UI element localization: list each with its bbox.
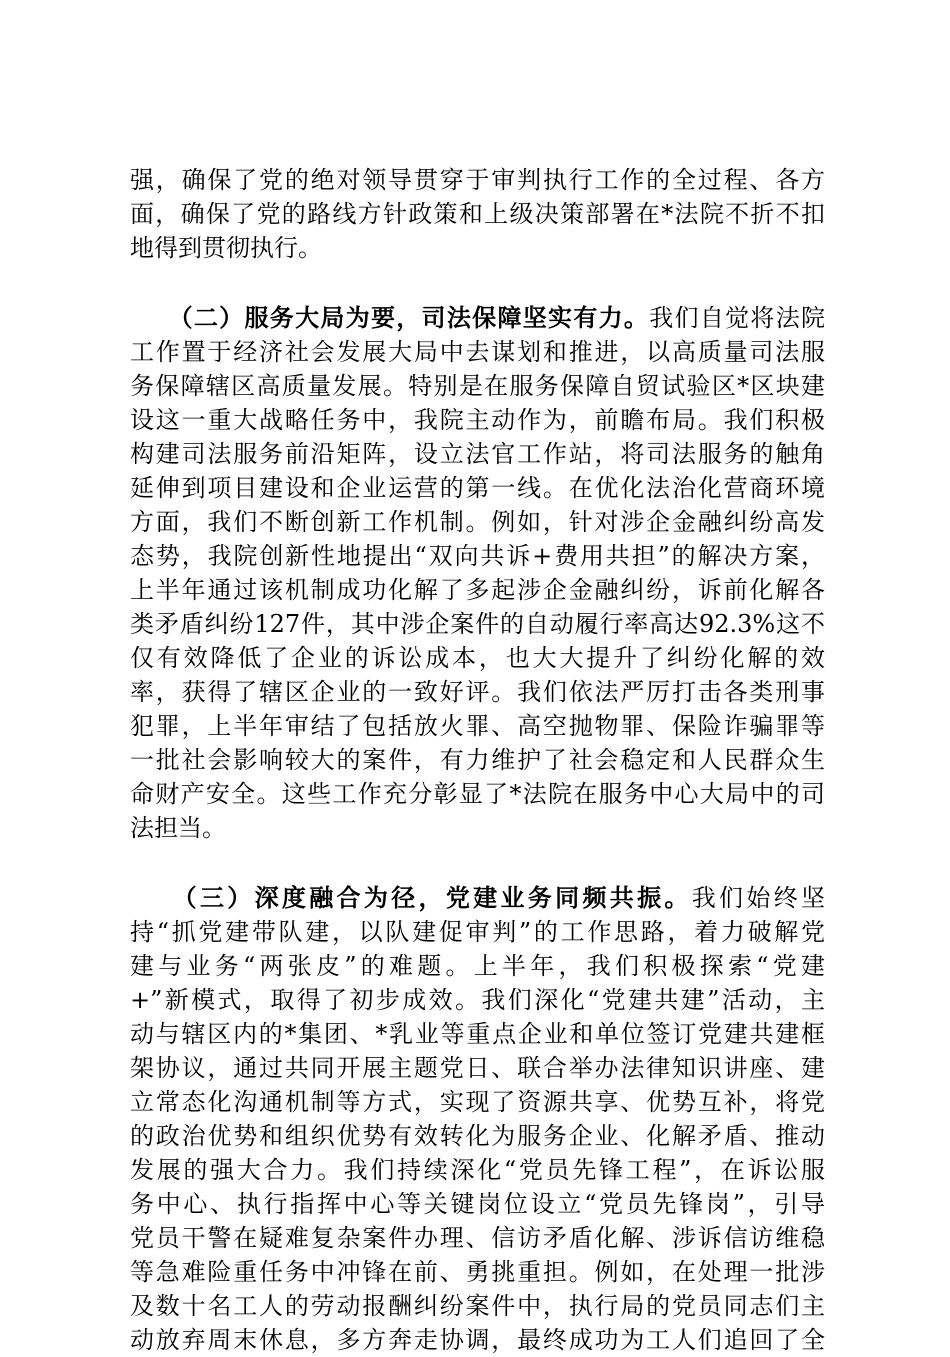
text-line: 面，确保了党的路线方针政策和上级决策部署在*法院不折不扣 [130, 200, 825, 228]
text-line: 强，确保了党的绝对领导贯穿于审判执行工作的全过程、各方 [130, 166, 825, 194]
text-line: 方面，我们不断创新工作机制。例如，针对涉企金融纠纷高发 [130, 508, 825, 536]
section-heading: （三）深度融合为径，党建业务同频共振。 [184, 883, 692, 912]
text-line: +”新模式，取得了初步成效。我们深化“党建共建”活动，主 [130, 986, 825, 1014]
text-line: 构建司法服务前沿矩阵，设立法官工作站，将司法服务的触角 [130, 440, 825, 468]
text-line: 持“抓党建带队建，以队建促审判”的工作思路，着力破解党 [130, 918, 825, 946]
text-line: 及数十名工人的劳动报酬纠纷案件中，执行局的党员同志们主 [130, 1292, 825, 1320]
text-line: 务保障辖区高质量发展。特别是在服务保障自贸试验区*区块建 [130, 372, 825, 400]
paragraph-3 [130, 881, 825, 1357]
text-line: 一批社会影响较大的案件，有力维护了社会稳定和人民群众生 [130, 746, 825, 774]
text-line: 党员干警在疑难复杂案件办理、信访矛盾化解、涉诉信访维稳 [130, 1224, 825, 1252]
section-heading: （二）服务大局为要，司法保障坚实有力。 [180, 303, 650, 332]
text-line: 类矛盾纠纷127件，其中涉企案件的自动履行率高达92.3%这不 [130, 610, 825, 638]
text-line: 率，获得了辖区企业的一致好评。我们依法严厉打击各类刑事 [130, 678, 825, 706]
text-line: 的政治优势和组织优势有效转化为服务企业、化解矛盾、推动 [130, 1122, 825, 1150]
text-line: 动放弃周末休息，多方奔走协调，最终成功为工人们追回了全 [130, 1326, 825, 1354]
paragraph-2 [130, 301, 825, 845]
text-line: 延伸到项目建设和企业运营的第一线。在优化法治化营商环境 [130, 474, 825, 502]
text-line: 发展的强大合力。我们持续深化“党员先锋工程”，在诉讼服 [130, 1156, 825, 1184]
document-page [130, 163, 825, 1357]
text-line: 立常态化沟通机制等方式，实现了资源共享、优势互补，将党 [130, 1088, 825, 1116]
text-line: 法担当。 [130, 814, 226, 842]
text-line: 等急难险重任务中冲锋在前、勇挑重担。例如，在处理一批涉 [130, 1258, 825, 1286]
text-line: 务中心、执行指挥中心等关键岗位设立“党员先锋岗”，引导 [130, 1190, 825, 1218]
text-line: 设这一重大战略任务中，我院主动作为，前瞻布局。我们积极 [130, 406, 825, 434]
text-line: 地得到贯彻执行。 [130, 234, 322, 262]
text-line: 仅有效降低了企业的诉讼成本，也大大提升了纠纷化解的效 [130, 644, 825, 672]
text-line: 态势，我院创新性地提出“双向共诉+费用共担”的解决方案， [130, 542, 825, 570]
text-line: 动与辖区内的*集团、*乳业等重点企业和单位签订党建共建框 [130, 1020, 825, 1048]
text-line: 上半年通过该机制成功化解了多起涉企金融纠纷，诉前化解各 [130, 576, 825, 604]
text-span: 我们自觉将法院 [649, 304, 825, 332]
text-line [130, 301, 825, 335]
text-line: 建与业务“两张皮”的难题。上半年，我们积极探索“党建 [130, 952, 825, 980]
paragraph-gap [130, 265, 825, 301]
text-line: 命财产安全。这些工作充分彰显了*法院在服务中心大局中的司 [130, 780, 825, 808]
text-span: 我们始终坚 [691, 884, 825, 912]
paragraph-gap [130, 845, 825, 881]
text-line [130, 881, 825, 915]
text-line: 架协议，通过共同开展主题党日、联合举办法律知识讲座、建 [130, 1054, 825, 1082]
paragraph-1 [130, 163, 825, 265]
text-line: 工作置于经济社会发展大局中去谋划和推进，以高质量司法服 [130, 338, 825, 366]
text-line: 犯罪，上半年审结了包括放火罪、高空抛物罪、保险诈骗罪等 [130, 712, 825, 740]
